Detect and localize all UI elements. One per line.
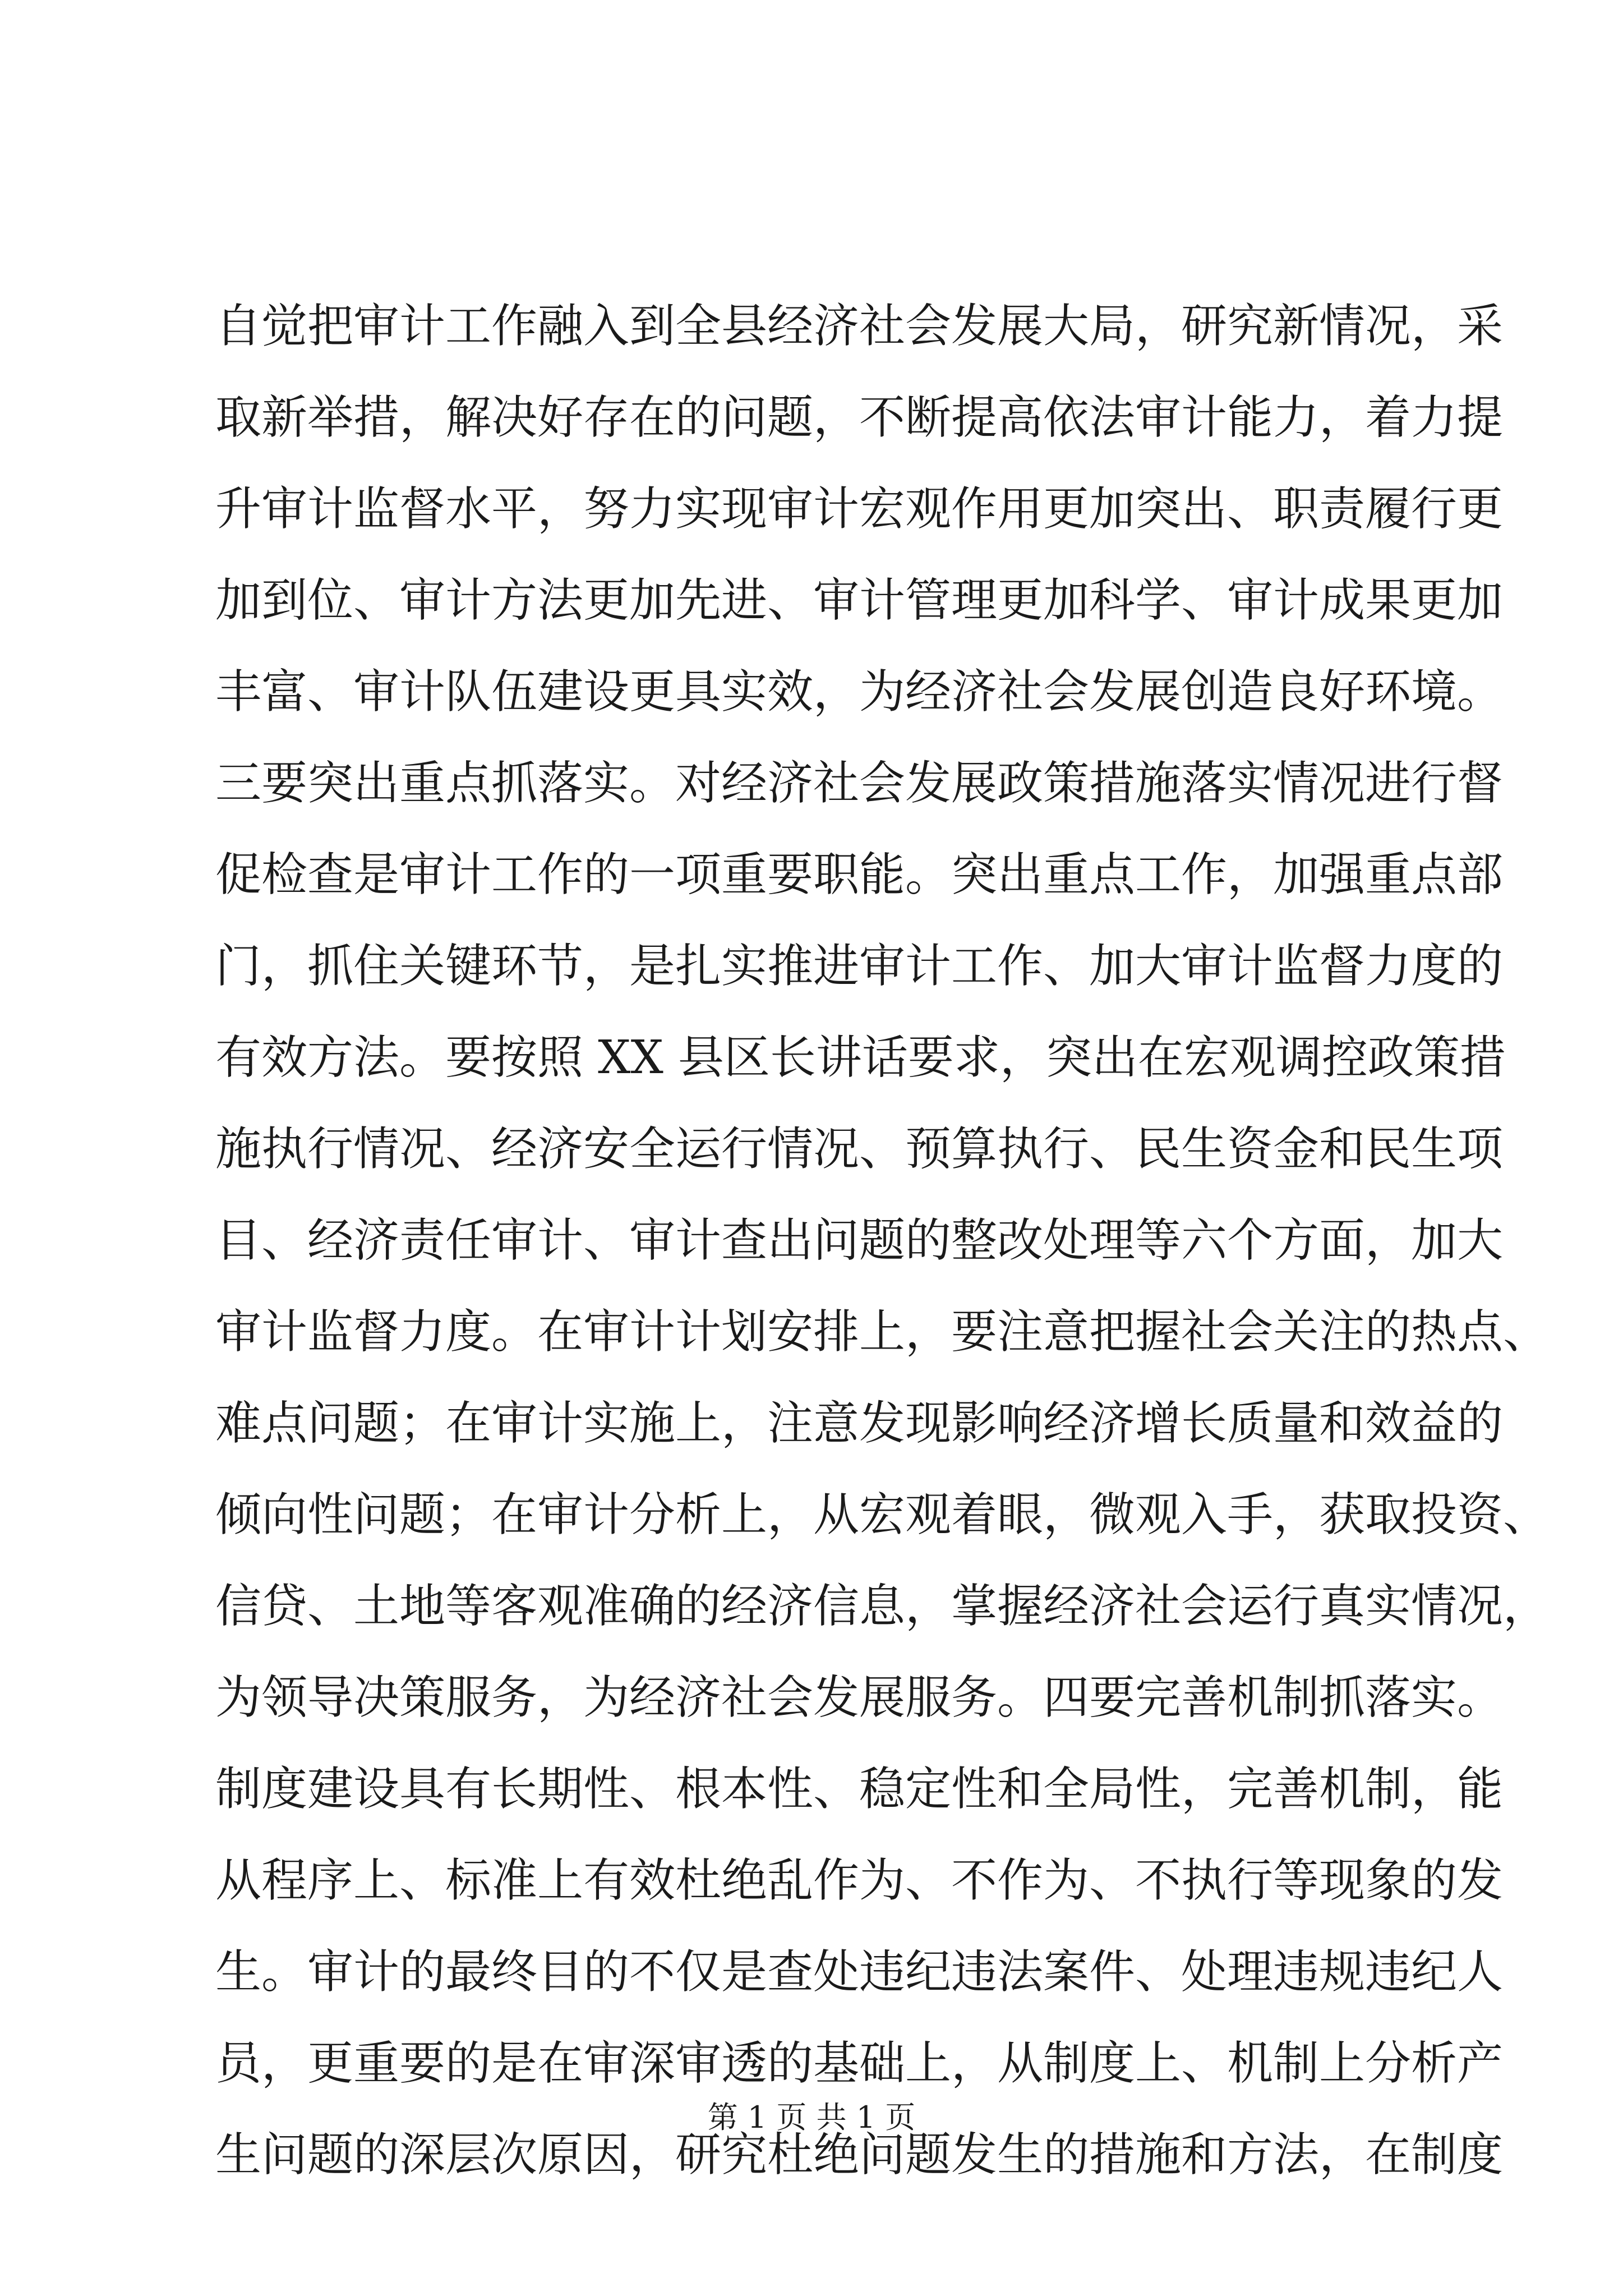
text-line: 制度建设具有长期性、根本性、稳定性和全局性，完善机制，能	[215, 1763, 1504, 1816]
text-line: 生。审计的最终目的不仅是查处违纪违法案件、处理违规违纪人	[215, 1945, 1504, 1999]
text-line: 加到位、审计方法更加先进、审计管理更加科学、审计成果更加	[215, 574, 1504, 627]
text-line: 施执行情况、经济安全运行情况、预算执行、民生资金和民生项	[215, 1122, 1504, 1176]
text-line: 倾向性问题；在审计分析上，从宏观着眼，微观入手，获取投资、	[215, 1488, 1550, 1542]
text-line: 为领导决策服务，为经济社会发展服务。四要完善机制抓落实。	[215, 1671, 1504, 1724]
page-footer: 第 1 页 共 1 页	[707, 2100, 916, 2135]
text-line: 取新举措，解决好存在的问题，不断提高依法审计能力，着力提	[215, 391, 1504, 444]
text-line: 三要突出重点抓落实。对经济社会发展政策措施落实情况进行督	[215, 757, 1504, 810]
body-paragraph	[215, 280, 1550, 2201]
text-line: 有效方法。要按照 XX 县区长讲话要求，突出在宏观调控政策措	[215, 1031, 1506, 1084]
text-line: 门，抓住关键环节，是扎实推进审计工作、加大审计监督力度的	[215, 940, 1504, 993]
text-line: 信贷、土地等客观准确的经济信息，掌握经济社会运行真实情况，	[215, 1580, 1550, 1633]
text-line: 丰富、审计队伍建设更具实效，为经济社会发展创造良好环境。	[215, 665, 1504, 719]
text-line: 员，更重要的是在审深审透的基础上，从制度上、机制上分析产	[215, 2037, 1504, 2090]
text-line: 生问题的深层次原因，研究杜绝问题发生的措施和方法，在制度	[215, 2128, 1504, 2182]
text-line: 升审计监督水平，努力实现审计宏观作用更加突出、职责履行更	[215, 482, 1504, 536]
text-line: 促检查是审计工作的一项重要职能。突出重点工作，加强重点部	[215, 848, 1504, 901]
text-line: 审计监督力度。在审计计划安排上，要注意把握社会关注的热点、	[215, 1305, 1550, 1359]
text-line: 难点问题；在审计实施上，注意发现影响经济增长质量和效益的	[215, 1397, 1504, 1450]
text-line: 自觉把审计工作融入到全县经济社会发展大局，研究新情况，采	[215, 300, 1504, 353]
text-line: 从程序上、标准上有效杜绝乱作为、不作为、不执行等现象的发	[215, 1854, 1504, 1907]
text-line: 目、经济责任审计、审计查出问题的整改处理等六个方面，加大	[215, 1214, 1504, 1267]
